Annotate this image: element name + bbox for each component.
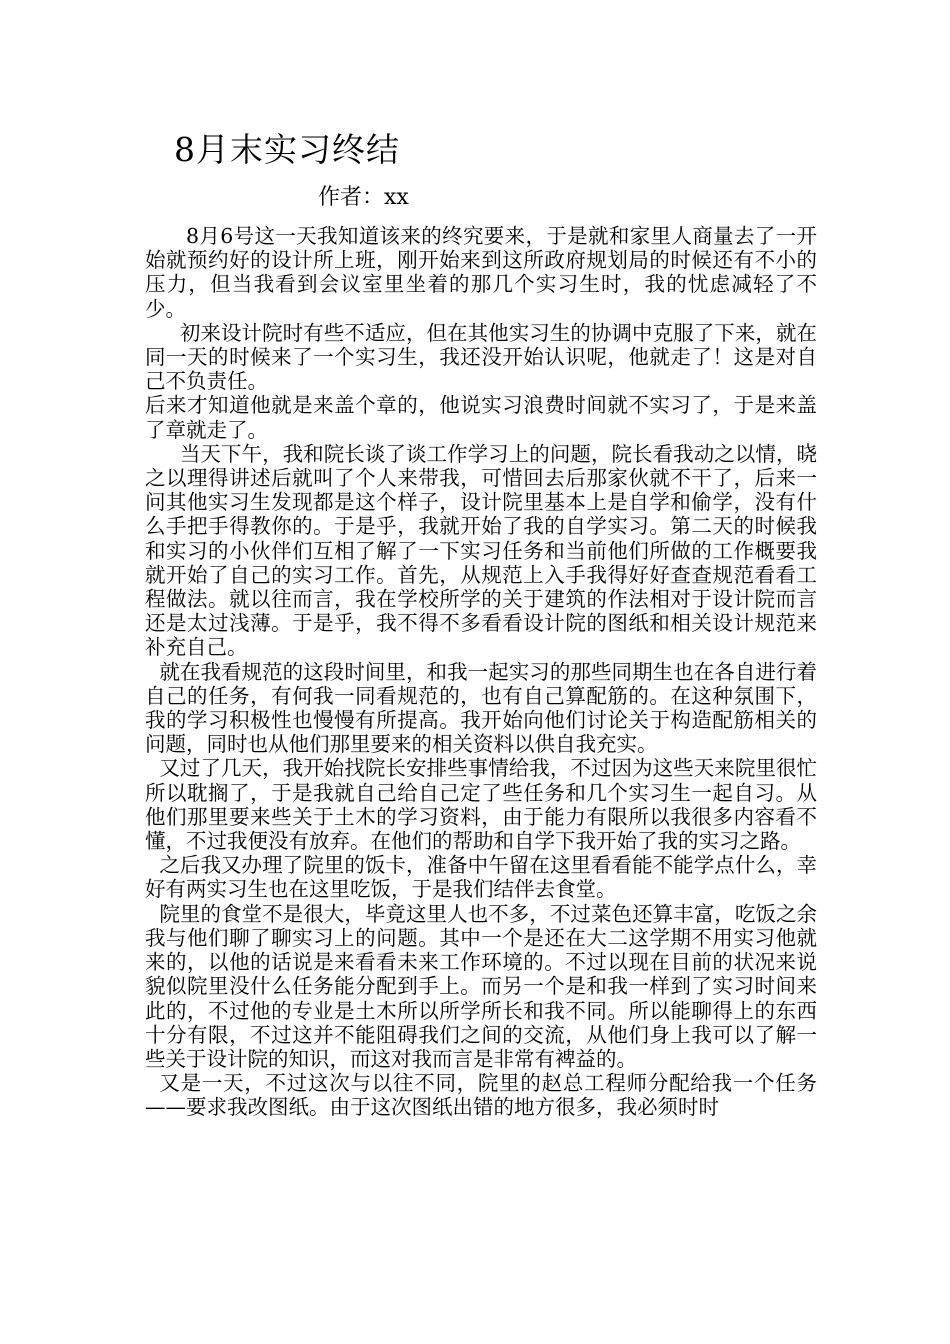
document-title: 8月末实习终结 (174, 130, 400, 169)
paragraph: 又是一天，不过这次与以往不同，院里的赵总工程师分配给我一个任务——要求我改图纸。由于这次图纸出错的地方很多，我必须时时 (145, 1071, 817, 1120)
paragraph: 后来才知道他就是来盖个章的，他说实习浪费时间就不实习了，于是来盖了章就走了。 (145, 393, 817, 442)
document-body (145, 224, 817, 1120)
document-author: 作者：xx (318, 185, 409, 210)
paragraph: 院里的食堂不是很大，毕竟这里人也不多，不过菜色还算丰富，吃饭之余我与他们聊了聊实习上的问题。其中一个是还在大二这学期不用实习他就来的，以他的话说是来看看未来工作环境的。不过以现在目前的状况来说貌似院里没什么任务能分配到手上。而另一个是和我一样到了实习时间来此的，不过他的专业是土木所以所学所长和我不同。所以能聊得上的东西十分有限，不过这并不能阻碍我们之间的交流，从他们身上我可以了解一些关于设计院的知识，而这对我而言是非常有裨益的。 (145, 901, 817, 1071)
paragraph: 就在我看规范的这段时间里，和我一起实习的那些同期生也在各自进行着自己的任务，有何我一同看规范的，也有自己算配筋的。在这种氛围下，我的学习积极性也慢慢有所提高。我开始向他们讨论关于构造配筋相关的问题，同时也从他们那里要来的相关资料以供自我充实。 (145, 659, 817, 757)
paragraph: 又过了几天，我开始找院长安排些事情给我，不过因为这些天来院里很忙所以耽搁了，于是我就自己给自己定了些任务和几个实习生一起自习。从他们那里要来些关于土木的学习资料，由于能力有限所以我很多内容看不懂，不过我便没有放弃。在他们的帮助和自学下我开始了我的实习之路。 (145, 756, 817, 854)
paragraph: 8月6号这一天我知道该来的终究要来，于是就和家里人商量去了一开始就预约好的设计所上班，刚开始来到这所政府规划局的时候还有不小的压力，但当我看到会议室里坐着的那几个实习生时，我的忧虑减轻了不少。 (145, 224, 817, 321)
paragraph: 之后我又办理了院里的饭卡，准备中午留在这里看看能不能学点什么，幸好有两实习生也在这里吃饭，于是我们结伴去食堂。 (145, 853, 817, 902)
paragraph: 当天下午，我和院长谈了谈工作学习上的问题，院长看我动之以情，晓之以理得讲述后就叫了个人来带我，可惜回去后那家伙就不干了，后来一问其他实习生发现都是这个样子，设计院里基本上是自学和偷学，没有什么手把手得教你的。于是乎，我就开始了我的自学实习。第二天的时候我和实习的小伙伴们互相了解了一下实习任务和当前他们所做的工作概要我就开始了自己的实习工作。首先，从规范上入手我得好好查查规范看看工程做法。就以往而言，我在学校所学的关于建筑的作法相对于设计院而言还是太过浅薄。于是乎，我不得不多看看设计院的图纸和相关设计规范来补充自己。 (145, 441, 817, 660)
paragraph: 初来设计院时有些不适应，但在其他实习生的协调中克服了下来，就在同一天的时候来了一个实习生，我还没开始认识呢，他就走了！这是对自己不负责任。 (145, 320, 817, 394)
